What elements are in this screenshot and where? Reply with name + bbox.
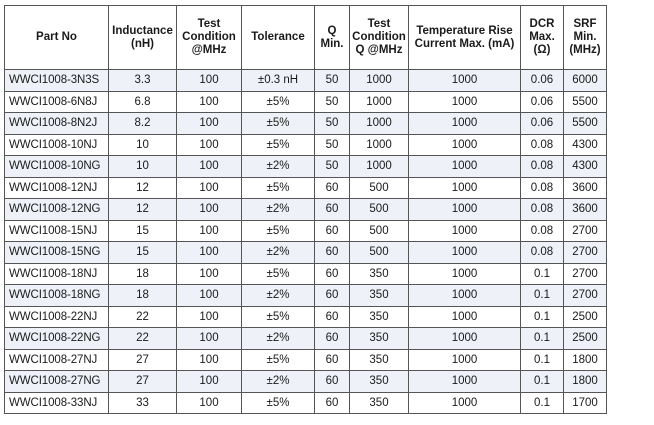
cell-test-condition: 100 [177, 134, 242, 156]
cell-tolerance: ±5% [242, 177, 315, 199]
cell-q-min: 60 [315, 199, 350, 221]
header-dcr-max: DCR Max. (Ω) [521, 6, 564, 70]
cell-q-min: 50 [315, 134, 350, 156]
header-test-condition-q: Test Condition Q @MHz [350, 6, 409, 70]
table-row [5, 349, 607, 371]
cell-part-no: WWCI1008-15NJ [5, 220, 109, 242]
cell-srf-min: 4300 [564, 134, 607, 156]
cell-part-no: WWCI1008-27NG [5, 371, 109, 393]
cell-part-no: WWCI1008-6N8J [5, 91, 109, 113]
table-header-row [5, 6, 607, 70]
cell-srf-min: 2700 [564, 242, 607, 264]
cell-dcr-max: 0.06 [521, 91, 564, 113]
cell-q-min: 60 [315, 177, 350, 199]
header-srf-min: SRF Min. (MHz) [564, 6, 607, 70]
cell-part-no: WWCI1008-12NG [5, 199, 109, 221]
cell-srf-min: 3600 [564, 199, 607, 221]
cell-tolerance: ±2% [242, 371, 315, 393]
cell-q-min: 50 [315, 156, 350, 178]
cell-srf-min: 2500 [564, 328, 607, 350]
cell-temp-rise-current: 1000 [409, 156, 521, 178]
cell-test-condition-q: 350 [350, 263, 409, 285]
cell-inductance: 22 [109, 328, 177, 350]
cell-srf-min: 1800 [564, 371, 607, 393]
cell-part-no: WWCI1008-22NG [5, 328, 109, 350]
table-row [5, 392, 607, 414]
table-row [5, 134, 607, 156]
table-row [5, 263, 607, 285]
table-row [5, 177, 607, 199]
cell-tolerance: ±2% [242, 328, 315, 350]
cell-temp-rise-current: 1000 [409, 199, 521, 221]
cell-test-condition: 100 [177, 220, 242, 242]
cell-inductance: 12 [109, 177, 177, 199]
cell-srf-min: 6000 [564, 70, 607, 92]
cell-temp-rise-current: 1000 [409, 220, 521, 242]
cell-tolerance: ±2% [242, 156, 315, 178]
cell-srf-min: 3600 [564, 177, 607, 199]
table-row [5, 371, 607, 393]
cell-test-condition-q: 350 [350, 371, 409, 393]
cell-tolerance: ±5% [242, 220, 315, 242]
cell-temp-rise-current: 1000 [409, 285, 521, 307]
cell-inductance: 27 [109, 349, 177, 371]
table-row [5, 113, 607, 135]
cell-test-condition: 100 [177, 156, 242, 178]
cell-test-condition: 100 [177, 392, 242, 414]
cell-temp-rise-current: 1000 [409, 70, 521, 92]
cell-part-no: WWCI1008-15NG [5, 242, 109, 264]
cell-temp-rise-current: 1000 [409, 134, 521, 156]
cell-q-min: 60 [315, 371, 350, 393]
cell-part-no: WWCI1008-3N3S [5, 70, 109, 92]
cell-temp-rise-current: 1000 [409, 349, 521, 371]
header-q-min: Q Min. [315, 6, 350, 70]
cell-dcr-max: 0.1 [521, 263, 564, 285]
header-part-no: Part No [5, 6, 109, 70]
header-tolerance: Tolerance [242, 6, 315, 70]
cell-dcr-max: 0.1 [521, 392, 564, 414]
cell-q-min: 60 [315, 242, 350, 264]
cell-inductance: 27 [109, 371, 177, 393]
cell-inductance: 12 [109, 199, 177, 221]
cell-tolerance: ±2% [242, 285, 315, 307]
table-row [5, 285, 607, 307]
header-test-condition: Test Condition @MHz [177, 6, 242, 70]
cell-test-condition-q: 1000 [350, 113, 409, 135]
table-row [5, 91, 607, 113]
cell-tolerance: ±5% [242, 392, 315, 414]
cell-inductance: 15 [109, 220, 177, 242]
cell-part-no: WWCI1008-10NG [5, 156, 109, 178]
cell-temp-rise-current: 1000 [409, 177, 521, 199]
cell-part-no: WWCI1008-27NJ [5, 349, 109, 371]
cell-q-min: 60 [315, 285, 350, 307]
cell-inductance: 33 [109, 392, 177, 414]
cell-tolerance: ±0.3 nH [242, 70, 315, 92]
cell-tolerance: ±5% [242, 91, 315, 113]
cell-q-min: 60 [315, 306, 350, 328]
cell-test-condition-q: 500 [350, 199, 409, 221]
cell-q-min: 50 [315, 91, 350, 113]
cell-part-no: WWCI1008-10NJ [5, 134, 109, 156]
cell-dcr-max: 0.08 [521, 134, 564, 156]
cell-tolerance: ±5% [242, 263, 315, 285]
cell-inductance: 15 [109, 242, 177, 264]
cell-test-condition: 100 [177, 199, 242, 221]
cell-part-no: WWCI1008-8N2J [5, 113, 109, 135]
cell-dcr-max: 0.08 [521, 220, 564, 242]
cell-part-no: WWCI1008-18NG [5, 285, 109, 307]
table-row [5, 220, 607, 242]
table-row [5, 199, 607, 221]
table-body [5, 70, 607, 414]
cell-inductance: 6.8 [109, 91, 177, 113]
spec-table-container [4, 5, 607, 414]
cell-part-no: WWCI1008-18NJ [5, 263, 109, 285]
cell-q-min: 60 [315, 220, 350, 242]
cell-temp-rise-current: 1000 [409, 328, 521, 350]
cell-test-condition: 100 [177, 263, 242, 285]
cell-test-condition: 100 [177, 328, 242, 350]
cell-temp-rise-current: 1000 [409, 306, 521, 328]
cell-tolerance: ±5% [242, 134, 315, 156]
cell-srf-min: 5500 [564, 113, 607, 135]
cell-q-min: 50 [315, 70, 350, 92]
cell-dcr-max: 0.08 [521, 177, 564, 199]
cell-temp-rise-current: 1000 [409, 392, 521, 414]
cell-srf-min: 5500 [564, 91, 607, 113]
cell-test-condition-q: 1000 [350, 91, 409, 113]
cell-tolerance: ±2% [242, 199, 315, 221]
table-row [5, 306, 607, 328]
cell-dcr-max: 0.1 [521, 371, 564, 393]
cell-test-condition: 100 [177, 349, 242, 371]
cell-test-condition: 100 [177, 242, 242, 264]
cell-dcr-max: 0.1 [521, 349, 564, 371]
cell-inductance: 10 [109, 134, 177, 156]
cell-test-condition-q: 350 [350, 392, 409, 414]
cell-srf-min: 4300 [564, 156, 607, 178]
header-inductance: Inductance (nH) [109, 6, 177, 70]
cell-test-condition-q: 350 [350, 328, 409, 350]
cell-dcr-max: 0.1 [521, 285, 564, 307]
cell-test-condition: 100 [177, 91, 242, 113]
cell-test-condition-q: 350 [350, 285, 409, 307]
cell-test-condition: 100 [177, 113, 242, 135]
cell-test-condition: 100 [177, 285, 242, 307]
cell-inductance: 18 [109, 263, 177, 285]
cell-temp-rise-current: 1000 [409, 371, 521, 393]
cell-test-condition: 100 [177, 306, 242, 328]
cell-part-no: WWCI1008-22NJ [5, 306, 109, 328]
cell-dcr-max: 0.08 [521, 156, 564, 178]
cell-part-no: WWCI1008-12NJ [5, 177, 109, 199]
cell-srf-min: 2700 [564, 285, 607, 307]
cell-part-no: WWCI1008-33NJ [5, 392, 109, 414]
cell-inductance: 10 [109, 156, 177, 178]
cell-srf-min: 2500 [564, 306, 607, 328]
cell-inductance: 3.3 [109, 70, 177, 92]
table-row [5, 242, 607, 264]
cell-q-min: 60 [315, 349, 350, 371]
cell-dcr-max: 0.1 [521, 306, 564, 328]
table-row [5, 328, 607, 350]
cell-inductance: 18 [109, 285, 177, 307]
cell-tolerance: ±5% [242, 349, 315, 371]
cell-srf-min: 1700 [564, 392, 607, 414]
cell-srf-min: 1800 [564, 349, 607, 371]
cell-test-condition-q: 1000 [350, 156, 409, 178]
cell-q-min: 60 [315, 328, 350, 350]
cell-test-condition: 100 [177, 371, 242, 393]
cell-temp-rise-current: 1000 [409, 113, 521, 135]
cell-q-min: 60 [315, 263, 350, 285]
cell-test-condition-q: 1000 [350, 134, 409, 156]
cell-dcr-max: 0.06 [521, 70, 564, 92]
table-row [5, 156, 607, 178]
cell-srf-min: 2700 [564, 263, 607, 285]
cell-tolerance: ±2% [242, 242, 315, 264]
cell-test-condition-q: 500 [350, 177, 409, 199]
cell-tolerance: ±5% [242, 306, 315, 328]
cell-q-min: 50 [315, 113, 350, 135]
cell-dcr-max: 0.08 [521, 242, 564, 264]
cell-q-min: 60 [315, 392, 350, 414]
cell-test-condition-q: 500 [350, 242, 409, 264]
table-row [5, 70, 607, 92]
cell-temp-rise-current: 1000 [409, 91, 521, 113]
cell-test-condition-q: 1000 [350, 70, 409, 92]
cell-dcr-max: 0.06 [521, 113, 564, 135]
cell-inductance: 22 [109, 306, 177, 328]
header-temperature-rise-current: Temperature Rise Current Max. (mA) [409, 6, 521, 70]
cell-srf-min: 2700 [564, 220, 607, 242]
inductor-spec-table [4, 5, 607, 414]
cell-inductance: 8.2 [109, 113, 177, 135]
cell-dcr-max: 0.08 [521, 199, 564, 221]
cell-tolerance: ±5% [242, 113, 315, 135]
cell-temp-rise-current: 1000 [409, 242, 521, 264]
cell-temp-rise-current: 1000 [409, 263, 521, 285]
cell-test-condition: 100 [177, 70, 242, 92]
cell-test-condition-q: 500 [350, 220, 409, 242]
cell-test-condition-q: 350 [350, 306, 409, 328]
cell-test-condition: 100 [177, 177, 242, 199]
cell-test-condition-q: 350 [350, 349, 409, 371]
cell-dcr-max: 0.1 [521, 328, 564, 350]
